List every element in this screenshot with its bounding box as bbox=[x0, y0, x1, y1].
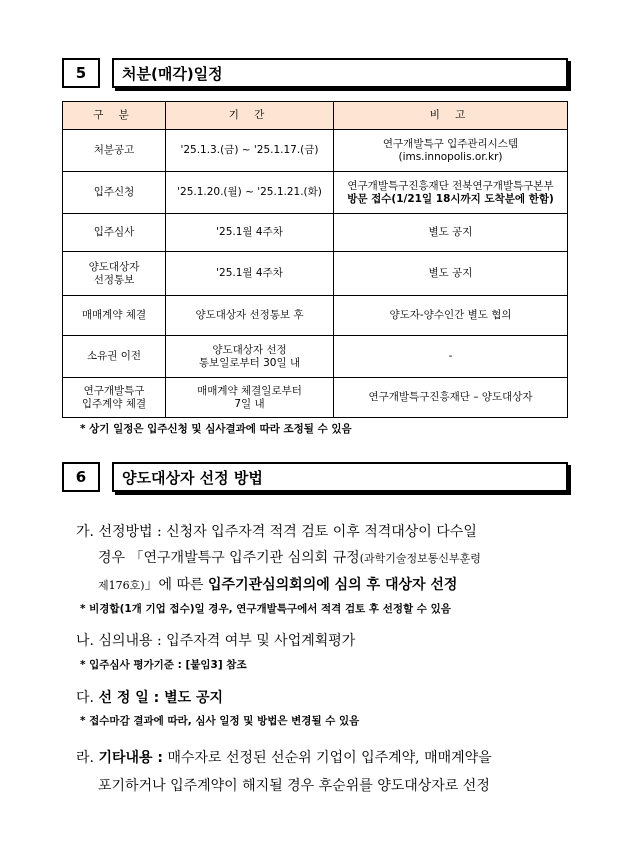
period-cell: '25.1.20.(월) ~ '25.1.21.(화) bbox=[166, 172, 334, 214]
table-footnote: * 상기 일정은 입주신청 및 심사결과에 따라 조정될 수 있음 bbox=[80, 423, 352, 435]
schedule-table bbox=[62, 101, 568, 418]
section-number: 5 bbox=[62, 58, 100, 88]
category-cell: 매매계약 체결 bbox=[63, 296, 166, 336]
section-6-header bbox=[62, 462, 568, 492]
remarks-cell: 별도 공지 bbox=[334, 214, 568, 252]
category-cell: 양도대상자 선정통보 bbox=[63, 252, 166, 296]
period-cell: '25.1월 4주차 bbox=[166, 252, 334, 296]
item-ga-line1: 가. 선정방법 : 신청자 입주자격 적격 검토 이후 적격대상이 다수일 bbox=[76, 524, 477, 540]
table-row bbox=[63, 172, 568, 214]
section-title: 양도대상자 선정 방법 bbox=[112, 462, 568, 492]
section-number: 6 bbox=[62, 462, 100, 492]
column-header: 기 간 bbox=[166, 102, 334, 130]
table-row bbox=[63, 252, 568, 296]
table-row bbox=[63, 336, 568, 378]
remarks-cell: 별도 공지 bbox=[334, 252, 568, 296]
item-ra-line1: 라. 기타내용 : 매수자로 선정된 선순위 기업이 입주계약, 매매계약을 bbox=[76, 750, 492, 766]
period-cell: 양도대상자 선정통보 후 bbox=[166, 296, 334, 336]
period-cell: '25.1.3.(금) ~ '25.1.17.(금) bbox=[166, 130, 334, 172]
table-row bbox=[63, 130, 568, 172]
period-cell: 양도대상자 선정 통보일로부터 30일 내 bbox=[166, 336, 334, 378]
period-cell: '25.1월 4주차 bbox=[166, 214, 334, 252]
item-na-note: * 입주심사 평가기준 : [붙임3] 참조 bbox=[80, 659, 247, 671]
section-5-header bbox=[62, 58, 568, 88]
section-title: 처분(매각)일정 bbox=[112, 58, 568, 88]
remarks-cell: 연구개발특구진흥재단 – 양도대상자 bbox=[334, 378, 568, 418]
category-cell: 소유권 이전 bbox=[63, 336, 166, 378]
table-row bbox=[63, 296, 568, 336]
table-header-row bbox=[63, 102, 568, 130]
remarks-cell: 연구개발특구진흥재단 전북연구개발특구본부 방문 접수(1/21일 18시까지 도착분에 한함) bbox=[334, 172, 568, 214]
item-na: 나. 심의내용 : 입주자격 여부 및 사업계획평가 bbox=[76, 633, 356, 649]
item-da: 다. 선 정 일 : 별도 공지 bbox=[76, 690, 224, 706]
category-cell: 처분공고 bbox=[63, 130, 166, 172]
remarks-cell: 양도자-양수인간 별도 협의 bbox=[334, 296, 568, 336]
table-row bbox=[63, 214, 568, 252]
remarks-cell: 연구개발특구 입주관리시스템 (ims.innopolis.or.kr) bbox=[334, 130, 568, 172]
item-ga-note: * 비경합(1개 기업 접수)일 경우, 연구개발특구에서 적격 검토 후 선정할 수 있음 bbox=[80, 603, 451, 615]
category-cell: 입주신청 bbox=[63, 172, 166, 214]
column-header: 구 분 bbox=[63, 102, 166, 130]
category-cell: 입주심사 bbox=[63, 214, 166, 252]
item-ra-line2: 포기하거나 입주계약이 해지될 경우 후순위를 양도대상자로 선정 bbox=[98, 778, 490, 794]
item-da-note: * 접수마감 결과에 따라, 심사 일정 및 방법은 변경될 수 있음 bbox=[80, 715, 360, 727]
category-cell: 연구개발특구 입주계약 체결 bbox=[63, 378, 166, 418]
table-row bbox=[63, 378, 568, 418]
period-cell: 매매계약 체결일로부터 7일 내 bbox=[166, 378, 334, 418]
item-ga-line3: 제176호)」에 따른 입주기관심의회의에 심의 후 대상자 선정 bbox=[98, 577, 458, 593]
remarks-cell: - bbox=[334, 336, 568, 378]
column-header: 비 고 bbox=[334, 102, 568, 130]
item-ga-line2: 경우 「연구개발특구 입주기관 심의회 규정(과학기술정보통신부훈령 bbox=[98, 550, 481, 566]
